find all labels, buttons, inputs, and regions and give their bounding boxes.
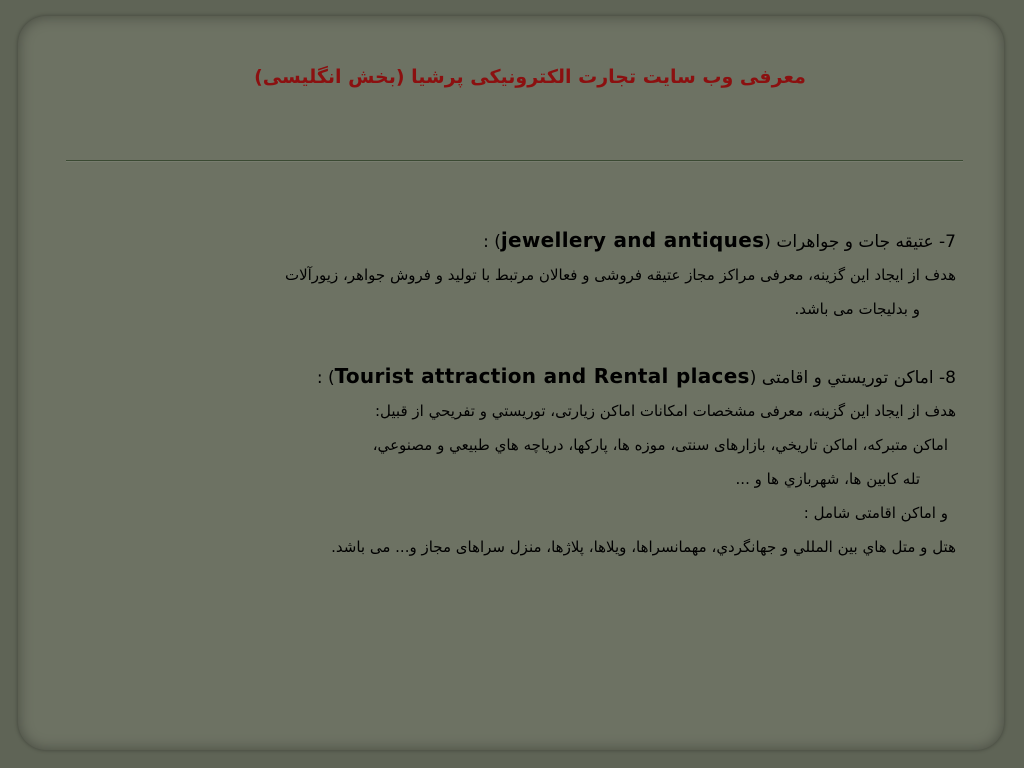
section-8-heading-english: Tourist attraction and Rental places: [334, 364, 750, 388]
section-spacer: [52, 326, 956, 358]
section-7-heading-english: jewellery and antiques: [500, 228, 765, 252]
slide-body: [52, 222, 956, 564]
section-8-heading: [52, 358, 956, 394]
section-7-heading-prefix: 7- عتیقه جات و جواهرات (: [764, 232, 956, 252]
section-8-line-4: و اماکن اقامتی شامل :: [803, 504, 948, 522]
section-8-line-5: هتل و متل هاي بين المللي و جهانگردي، مهمانسراها، ويلاها، پلاژها، منزل سراهای مجاز و... می باشد.: [331, 538, 956, 556]
section-8-line-2: اماكن متبركه، اماكن تاريخي، بازارهای سنتی، موزه ها، پاركها، درياچه هاي طبيعي و مصنوعي،: [372, 436, 948, 454]
section-8-heading-prefix: 8- اماكن توريستي و اقامتی (: [749, 368, 956, 388]
slide-title: معرفی وب سایت تجارت الکترونیکی پرشیا (بخش انگلیسی): [254, 66, 806, 88]
title-divider: [66, 160, 963, 161]
section-7-heading-suffix: ) :: [483, 232, 501, 252]
section-7-line-2: و بدلیجات می باشد.: [794, 300, 920, 318]
section-7-heading: [52, 222, 956, 258]
section-8-heading-suffix: ) :: [316, 368, 335, 388]
section-7-line-1: هدف از ایجاد این گزینه، معرفی مراکز مجاز عتیقه فروشی و فعالان مرتبط با تولید و فروش جواهر، زیورآلات: [284, 266, 956, 284]
section-8-line-3: تله كابين ها، شهربازي ها و ...: [735, 470, 920, 488]
section-8-line-1: هدف از ايجاد اين گزينه، معرفی مشخصات امكانات اماكن زيارتی، توريستي و تفريحي از قبيل:: [374, 402, 956, 420]
